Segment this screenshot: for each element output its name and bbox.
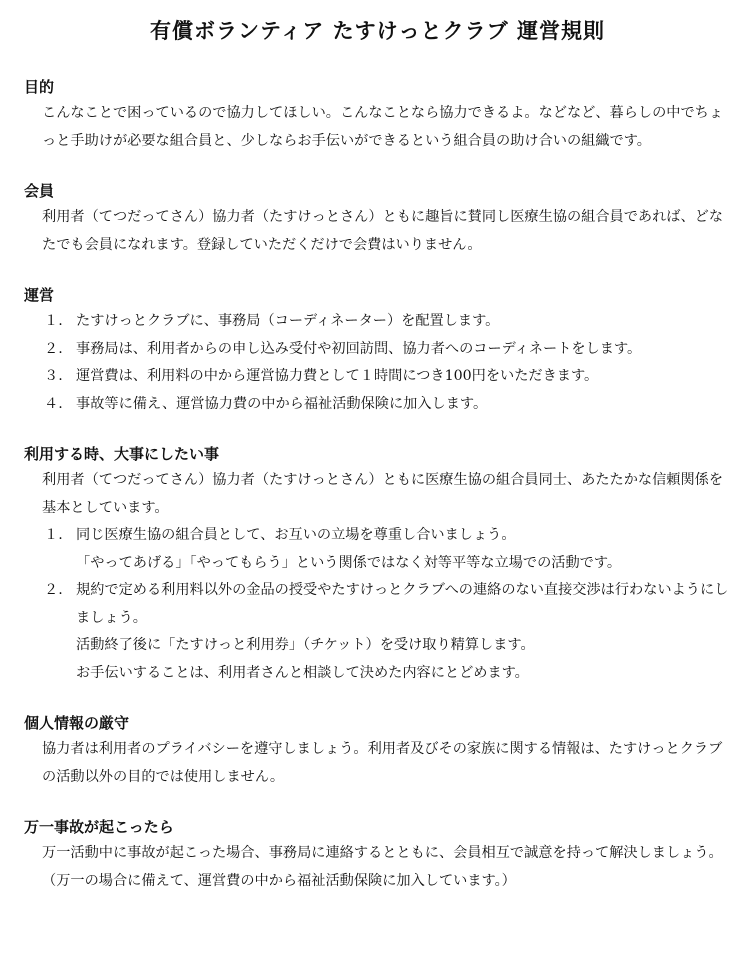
section-accident — [24, 816, 731, 895]
list-text: 運営費は、利用料の中から運営協力費として１時間につき100円をいただきます。 — [76, 368, 599, 384]
list-text: 同じ医療生協の組合員として、お互いの立場を尊重し合いましょう。 — [76, 527, 516, 543]
list-number: ２. — [44, 582, 63, 598]
section-heading: 個人情報の厳守 — [24, 714, 130, 732]
section-privacy — [24, 712, 731, 791]
list-subtext: お手伝いすることは、利用者さんと相談して決めた内容にとどめます。 — [76, 664, 529, 681]
list-item — [42, 308, 731, 336]
list-body — [76, 577, 731, 687]
list-item — [42, 336, 731, 364]
list-number: ４. — [44, 395, 63, 412]
section-heading: 目的 — [24, 78, 55, 96]
list-text: たすけっとクラブに、事務局（コーディネーター）を配置します。 — [76, 313, 500, 329]
section-paragraph: 協力者は利用者のプライバシーを遵守しましょう。利用者及びその家族に関する情報は、たすけっとクラブの活動以外の目的では使用しません。 — [42, 741, 723, 785]
operation-list — [24, 308, 731, 418]
section-usage-values — [24, 443, 731, 687]
list-subtext: 活動終了後に「たすけっと利用券」（チケット）を受け取り精算します。 — [76, 637, 535, 653]
list-number: １. — [44, 527, 63, 543]
section-heading: 万一事故が起こったら — [24, 818, 174, 836]
section-heading: 利用する時、大事にしたい事 — [24, 445, 220, 463]
section-paragraph: こんなことで困っているので協力してほしい。こんなことなら協力できるよ。などなど、暮らしの中でちょっと手助けが必要な組合員と、少しならお手伝いができるという組合員の助け合いの組織です。 — [42, 105, 724, 149]
list-number: ２. — [44, 340, 63, 357]
list-body — [76, 522, 731, 577]
section-operation — [24, 284, 731, 418]
section-members — [24, 180, 731, 259]
usage-list — [24, 522, 731, 687]
list-text: 規約で定める利用料以外の金品の授受やたすけっとクラブへの連絡のない直接交渉は行わないようにしましょう。 — [76, 582, 729, 626]
section-paragraph: 利用者（てつだってさん）協力者（たすけっとさん）ともに医療生協の組合員同士、あたたかな信頼関係を基本としています。 — [42, 472, 724, 516]
section-heading: 運営 — [24, 286, 55, 304]
list-text: 事故等に備え、運営協力費の中から福祉活動保険に加入します。 — [76, 395, 488, 412]
document-title: 有償ボランティア たすけっとクラブ 運営規則 — [150, 18, 605, 43]
list-text: 事務局は、利用者からの申し込み受付や初回訪問、協力者へのコーディネートをします。 — [76, 340, 642, 357]
list-subtext: 「やってあげる」「やってもらう」という関係ではなく対等平等な立場での活動です。 — [76, 554, 622, 571]
list-item — [42, 577, 731, 687]
section-purpose — [24, 76, 731, 155]
list-item — [42, 363, 731, 391]
section-paragraph: 利用者（てつだってさん）協力者（たすけっとさん）ともに趣旨に賛同し医療生協の組合員であれば、どなたでも会員になれます。登録していただくだけで会費はいりません。 — [42, 209, 724, 253]
section-heading: 会員 — [24, 182, 55, 200]
list-number: ３. — [44, 368, 63, 384]
list-item — [42, 391, 731, 419]
list-item — [42, 522, 731, 577]
list-number: １. — [44, 313, 63, 329]
section-paragraph: 万一活動中に事故が起こった場合、事務局に連絡するとともに、会員相互で誠意を持って解決しましょう。（万一の場合に備えて、運営費の中から福祉活動保険に加入しています。） — [42, 845, 723, 889]
